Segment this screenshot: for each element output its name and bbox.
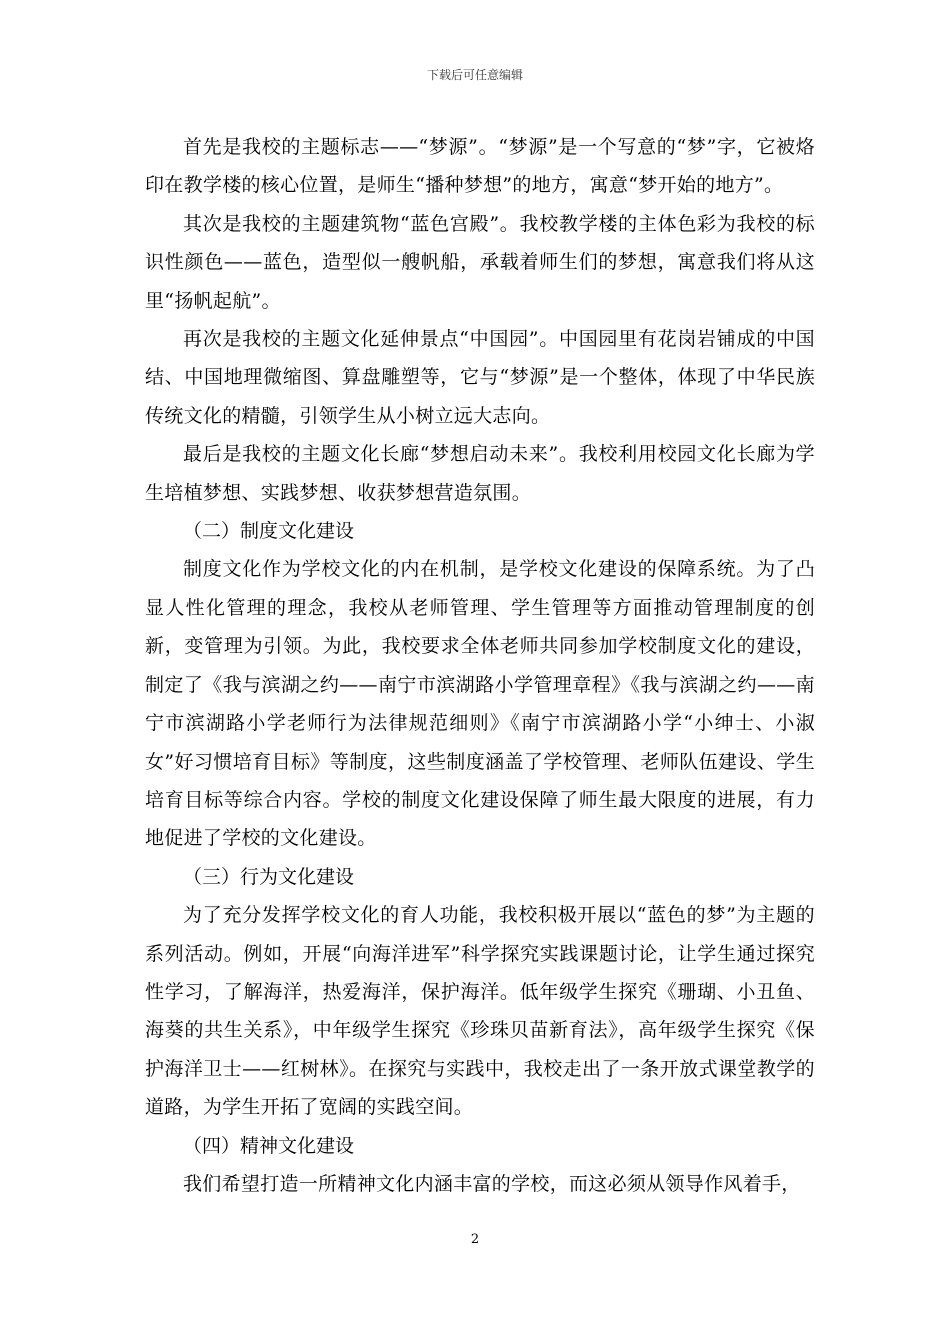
document-body xyxy=(145,128,815,1203)
paragraph-culture-corridor: 最后是我校的主题文化长廊“梦想启动未来”。我校利用校园文化长廊为学生培植梦想、实践梦想、收获梦想营造氛围。 xyxy=(145,443,815,504)
section-heading-spiritual-culture: （四）精神文化建设 xyxy=(183,1134,355,1157)
paragraph-institutional-culture: 制度文化作为学校文化的内在机制，是学校文化建设的保障系统。为了凸显人性化管理的理念，我校从老师管理、学生管理等方面推动管理制度的创新，变管理为引领。为此，我校要求全体老师共同参加学校制度文化的建设，制定了《我与滨湖之约——南宁市滨湖路小学管理章程》《我与滨湖之约——南宁市滨湖路小学老师行为法律规范细则》《南宁市滨湖路小学“小绅士、小淑女”好习惯培育目标》等制度，这些制度涵盖了学校管理、老师队伍建设、学生培育目标等综合内容。学校的制度文化建设保障了师生最大限度的进展，有力地促进了学校的文化建设。 xyxy=(145,558,815,850)
page-header: 下载后可任意编辑 xyxy=(426,68,523,82)
section-heading-behavior-culture: （三）行为文化建设 xyxy=(183,865,355,888)
paragraph-behavior-culture: 为了充分发挥学校文化的育人功能，我校积极开展以“蓝色的梦”为主题的系列活动。例如，开展“向海洋进军”科学探究实践课题讨论，让学生通过探究性学习，了解海洋，热爱海洋，保护海洋。低年级学生探究《珊瑚、小丑鱼、海葵的共生关系》，中年级学生探究《珍珠贝苗新育法》，高年级学生探究《保护海洋卫士——红树林》。在探究与实践中，我校走出了一条开放式课堂教学的道路，为学生开拓了宽阔的实践空间。 xyxy=(145,904,815,1119)
section-heading-institutional-culture: （二）制度文化建设 xyxy=(183,520,355,543)
paragraph-china-garden: 再次是我校的主题文化延伸景点“中国园”。中国园里有花岗岩铺成的中国结、中国地理微缩图、算盘雕塑等，它与“梦源”是一个整体，体现了中华民族传统文化的精髓，引领学生从小树立远大志向。 xyxy=(145,328,815,427)
page-number: 2 xyxy=(470,1232,480,1247)
paragraph-blue-palace: 其次是我校的主题建筑物“蓝色宫殿”。我校教学楼的主体色彩为我校的标识性颜色——蓝色，造型似一艘帆船，承载着师生们的梦想，寓意我们将从这里“扬帆起航”。 xyxy=(145,212,815,312)
paragraph-spiritual-culture: 我们希望打造一所精神文化内涵丰富的学校，而这必须从领导作风着手， xyxy=(183,1172,801,1195)
paragraph-dream-source: 首先是我校的主题标志——“梦源”。“梦源”是一个写意的“梦”字，它被烙印在教学楼的核心位置，是师生“播种梦想”的地方，寓意“梦开始的地方”。 xyxy=(145,136,815,197)
